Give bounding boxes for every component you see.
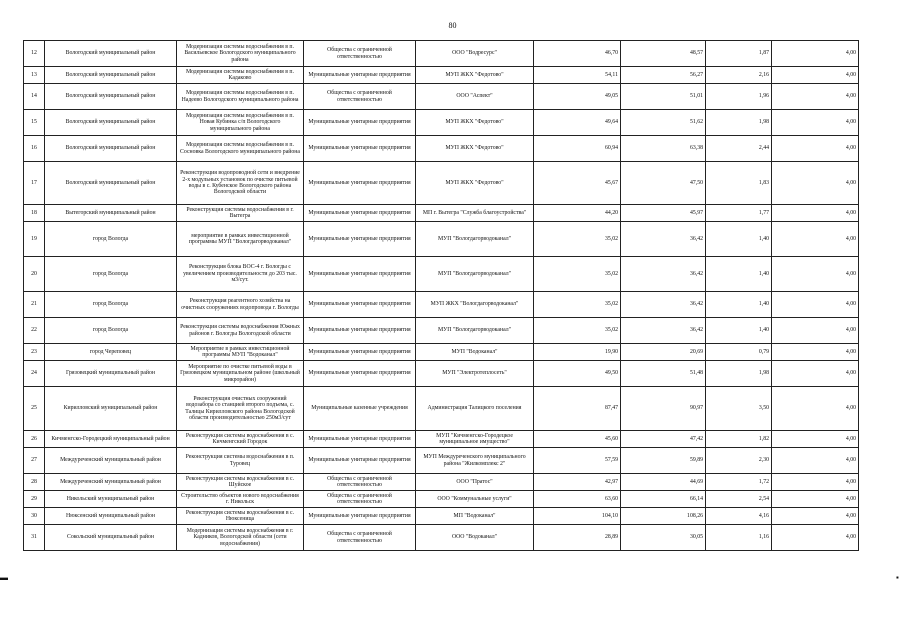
value-2-cell: 59,89 <box>621 448 706 474</box>
table-row <box>24 257 859 292</box>
value-3-cell: 2,16 <box>706 67 772 84</box>
district-cell: город Череповец <box>45 344 177 361</box>
value-1-cell: 49,64 <box>534 110 621 136</box>
value-2-cell: 36,42 <box>621 318 706 344</box>
project-cell: Модернизация системы водоснабжения в п. Кадаково <box>177 67 304 84</box>
row-number: 21 <box>24 292 45 318</box>
district-cell: Сокольский муниципальный район <box>45 525 177 551</box>
project-cell: Мероприятие в рамках инвестиционной программы МУП "Водоканал" <box>177 344 304 361</box>
value-2-cell: 51,01 <box>621 84 706 110</box>
table-row <box>24 162 859 205</box>
district-cell: Никольский муниципальный район <box>45 491 177 508</box>
project-cell: Реконструкция системы водоснабжения Южных районов г. Вологды Вологодской области <box>177 318 304 344</box>
project-cell: Реконструкция системы водоснабжения в п. Туровец <box>177 448 304 474</box>
value-4-cell: 4,00 <box>772 387 859 431</box>
value-4-cell: 4,00 <box>772 84 859 110</box>
organization-cell: МП "Водоканал" <box>416 508 534 525</box>
organization-cell: МУП "Вологдагорводоканал" <box>416 222 534 257</box>
value-1-cell: 42,97 <box>534 474 621 491</box>
table-row <box>24 431 859 448</box>
table-row <box>24 205 859 222</box>
project-cell: Реконструкция блока ВОС-4 г. Вологды с увеличением производительности до 203 тыс. м3/сут. <box>177 257 304 292</box>
district-cell: город Вологда <box>45 257 177 292</box>
project-cell: мероприятие в рамках инвестиционной программы МУП "Вологдагорводоканал" <box>177 222 304 257</box>
organization-cell: МУП "Электротеплосеть" <box>416 361 534 387</box>
value-3-cell: 1,40 <box>706 318 772 344</box>
value-4-cell: 4,00 <box>772 41 859 67</box>
project-cell: Реконструкция системы водоснабжения в с. Кичменгский Городок <box>177 431 304 448</box>
value-1-cell: 44,20 <box>534 205 621 222</box>
project-cell: Модернизация системы водоснабжения в п. Сосновка Вологодского муниципального района <box>177 136 304 162</box>
row-number: 20 <box>24 257 45 292</box>
value-2-cell: 30,05 <box>621 525 706 551</box>
value-1-cell: 49,05 <box>534 84 621 110</box>
value-1-cell: 19,90 <box>534 344 621 361</box>
company-type-cell: Муниципальные унитарные предприятия <box>304 67 416 84</box>
district-cell: город Вологда <box>45 318 177 344</box>
value-1-cell: 45,67 <box>534 162 621 205</box>
organization-cell: МУП Междуреченского муниципального района "Жилкомплекс 2" <box>416 448 534 474</box>
value-4-cell: 4,00 <box>772 474 859 491</box>
project-cell: Модернизация системы водоснабжения в п. Васильевское Вологодского муниципального района <box>177 41 304 67</box>
company-type-cell: Общества с ограниченной ответственностью <box>304 474 416 491</box>
table-row <box>24 448 859 474</box>
row-number: 19 <box>24 222 45 257</box>
value-3-cell: 2,30 <box>706 448 772 474</box>
organization-cell: ООО "Водоканал" <box>416 525 534 551</box>
value-4-cell: 4,00 <box>772 448 859 474</box>
value-3-cell: 1,98 <box>706 361 772 387</box>
value-3-cell: 1,40 <box>706 222 772 257</box>
company-type-cell: Муниципальные унитарные предприятия <box>304 162 416 205</box>
district-cell: Вологодский муниципальный район <box>45 110 177 136</box>
value-2-cell: 108,26 <box>621 508 706 525</box>
value-2-cell: 51,62 <box>621 110 706 136</box>
value-3-cell: 2,44 <box>706 136 772 162</box>
value-2-cell: 48,57 <box>621 41 706 67</box>
value-2-cell: 47,42 <box>621 431 706 448</box>
value-1-cell: 35,02 <box>534 222 621 257</box>
value-4-cell: 4,00 <box>772 162 859 205</box>
value-2-cell: 47,50 <box>621 162 706 205</box>
value-2-cell: 36,42 <box>621 257 706 292</box>
value-1-cell: 63,60 <box>534 491 621 508</box>
company-type-cell: Муниципальные унитарные предприятия <box>304 110 416 136</box>
value-3-cell: 1,16 <box>706 525 772 551</box>
table-row <box>24 508 859 525</box>
company-type-cell: Муниципальные унитарные предприятия <box>304 361 416 387</box>
value-2-cell: 51,48 <box>621 361 706 387</box>
company-type-cell: Муниципальные казенные учреждения <box>304 387 416 431</box>
project-cell: Модернизация системы водоснабжения в п. Новая Кубинка с/п Вологодского муниципального района <box>177 110 304 136</box>
table-row <box>24 292 859 318</box>
value-4-cell: 4,00 <box>772 222 859 257</box>
value-3-cell: 0,79 <box>706 344 772 361</box>
row-number: 26 <box>24 431 45 448</box>
organization-cell: МУП "Кичменгско-Городецкое муниципальное имущество" <box>416 431 534 448</box>
project-cell: Реконструкция системы водоснабжения в с. Нюксеница <box>177 508 304 525</box>
district-cell: город Вологда <box>45 292 177 318</box>
value-3-cell: 1,82 <box>706 431 772 448</box>
value-1-cell: 87,47 <box>534 387 621 431</box>
value-3-cell: 1,87 <box>706 41 772 67</box>
value-2-cell: 44,69 <box>621 474 706 491</box>
row-number: 15 <box>24 110 45 136</box>
row-number: 18 <box>24 205 45 222</box>
value-1-cell: 45,60 <box>534 431 621 448</box>
value-3-cell: 4,16 <box>706 508 772 525</box>
organization-cell: МУП "Вологдагорводоканал" <box>416 257 534 292</box>
row-number: 17 <box>24 162 45 205</box>
organization-cell: МУП ЖКХ "Федотово" <box>416 110 534 136</box>
row-number: 24 <box>24 361 45 387</box>
table-row <box>24 67 859 84</box>
table-row <box>24 41 859 67</box>
value-2-cell: 36,42 <box>621 292 706 318</box>
company-type-cell: Муниципальные унитарные предприятия <box>304 257 416 292</box>
company-type-cell: Муниципальные унитарные предприятия <box>304 318 416 344</box>
row-number: 23 <box>24 344 45 361</box>
company-type-cell: Муниципальные унитарные предприятия <box>304 508 416 525</box>
value-3-cell: 1,98 <box>706 110 772 136</box>
value-1-cell: 60,94 <box>534 136 621 162</box>
organization-cell: МУП ЖКХ "Федотово" <box>416 162 534 205</box>
value-3-cell: 2,54 <box>706 491 772 508</box>
value-4-cell: 4,00 <box>772 525 859 551</box>
value-3-cell: 1,77 <box>706 205 772 222</box>
value-2-cell: 45,97 <box>621 205 706 222</box>
table-row <box>24 136 859 162</box>
table-row <box>24 361 859 387</box>
project-cell: Модернизация системы водоснабжения в п. Надеево Вологодского муниципального района <box>177 84 304 110</box>
organization-cell: ООО "Водресурс" <box>416 41 534 67</box>
organization-cell: МУП "Вологдагорводоканал" <box>416 318 534 344</box>
district-cell: Вологодский муниципальный район <box>45 162 177 205</box>
project-cell: Реконструкция реагентного хозяйства на очистных сооружениях водопровода г. Вологды <box>177 292 304 318</box>
value-4-cell: 4,00 <box>772 257 859 292</box>
value-4-cell: 4,00 <box>772 431 859 448</box>
row-number: 25 <box>24 387 45 431</box>
organization-cell: ООО "Аспект" <box>416 84 534 110</box>
row-number: 16 <box>24 136 45 162</box>
organization-cell: ООО "Коммунальные услуги" <box>416 491 534 508</box>
table-row <box>24 318 859 344</box>
page-number: 80 <box>448 21 457 30</box>
left-margin-mark: ▬ <box>0 573 8 582</box>
tariff-table <box>23 40 859 551</box>
organization-cell: Администрация Талицкого поселения <box>416 387 534 431</box>
value-4-cell: 4,00 <box>772 205 859 222</box>
district-cell: Вологодский муниципальный район <box>45 41 177 67</box>
table-row <box>24 110 859 136</box>
table-row <box>24 491 859 508</box>
organization-cell: МУП "Водоканал" <box>416 344 534 361</box>
value-2-cell: 36,42 <box>621 222 706 257</box>
project-cell: Реконструкция системы водоснабжения в с. Шуйское <box>177 474 304 491</box>
project-cell: Модернизация системы водоснабжения в г. Кадников, Вологодской области (сети водоснабжения) <box>177 525 304 551</box>
district-cell: Нюксенский муниципальный район <box>45 508 177 525</box>
company-type-cell: Общества с ограниченной ответственностью <box>304 491 416 508</box>
value-4-cell: 4,00 <box>772 344 859 361</box>
value-3-cell: 3,50 <box>706 387 772 431</box>
value-4-cell: 4,00 <box>772 67 859 84</box>
organization-cell: МУП ЖКХ "Федотово" <box>416 136 534 162</box>
row-number: 29 <box>24 491 45 508</box>
table-row <box>24 525 859 551</box>
value-1-cell: 46,70 <box>534 41 621 67</box>
value-1-cell: 49,50 <box>534 361 621 387</box>
value-3-cell: 1,83 <box>706 162 772 205</box>
project-cell: Строительство объектов нового водоснабжения г. Никольск <box>177 491 304 508</box>
value-1-cell: 28,89 <box>534 525 621 551</box>
company-type-cell: Муниципальные унитарные предприятия <box>304 222 416 257</box>
row-number: 27 <box>24 448 45 474</box>
value-2-cell: 66,14 <box>621 491 706 508</box>
table-row <box>24 344 859 361</box>
organization-cell: ООО "Пратос" <box>416 474 534 491</box>
value-1-cell: 35,02 <box>534 257 621 292</box>
company-type-cell: Муниципальные унитарные предприятия <box>304 136 416 162</box>
district-cell: Вытегорский муниципальный район <box>45 205 177 222</box>
organization-cell: МУП ЖКХ "Вологдагорводоканал" <box>416 292 534 318</box>
value-3-cell: 1,72 <box>706 474 772 491</box>
company-type-cell: Муниципальные унитарные предприятия <box>304 205 416 222</box>
district-cell: Кирилловский муниципальный район <box>45 387 177 431</box>
organization-cell: МП г. Вытегра "Служба благоустройства" <box>416 205 534 222</box>
district-cell: Вологодский муниципальный район <box>45 67 177 84</box>
company-type-cell: Общества с ограниченной ответственностью <box>304 41 416 67</box>
company-type-cell: Общества с ограниченной ответственностью <box>304 525 416 551</box>
value-4-cell: 4,00 <box>772 136 859 162</box>
project-cell: Реконструкция водопроводной сети и внедрение 2-х модульных установок по очистке питьевой воды в с. Кубенское Вологодского района Вологодской области <box>177 162 304 205</box>
organization-cell: МУП ЖКХ "Федотово" <box>416 67 534 84</box>
company-type-cell: Муниципальные унитарные предприятия <box>304 448 416 474</box>
value-4-cell: 4,00 <box>772 292 859 318</box>
company-type-cell: Муниципальные унитарные предприятия <box>304 344 416 361</box>
value-4-cell: 4,00 <box>772 491 859 508</box>
row-number: 28 <box>24 474 45 491</box>
value-4-cell: 4,00 <box>772 318 859 344</box>
value-2-cell: 63,38 <box>621 136 706 162</box>
row-number: 13 <box>24 67 45 84</box>
company-type-cell: Общества с ограниченной ответственностью <box>304 84 416 110</box>
district-cell: Грязовецкий муниципальный район <box>45 361 177 387</box>
district-cell: город Вологда <box>45 222 177 257</box>
value-2-cell: 20,69 <box>621 344 706 361</box>
row-number: 31 <box>24 525 45 551</box>
table-row <box>24 387 859 431</box>
value-3-cell: 1,40 <box>706 292 772 318</box>
district-cell: Кичменгско-Городецкий муниципальный район <box>45 431 177 448</box>
row-number: 30 <box>24 508 45 525</box>
project-cell: Реконструкция системы водоснабжения в г. Вытегра <box>177 205 304 222</box>
company-type-cell: Муниципальные унитарные предприятия <box>304 292 416 318</box>
value-1-cell: 104,10 <box>534 508 621 525</box>
project-cell: Реконструкция очистных сооружений водозабора со станцией второго подъема, с. Талицы Кирилловского района Вологодской области производительностью 250м3/сут <box>177 387 304 431</box>
right-margin-mark: ▪ <box>896 573 899 582</box>
table-row <box>24 84 859 110</box>
district-cell: Междуреченский муниципальный район <box>45 448 177 474</box>
table-row <box>24 222 859 257</box>
district-cell: Вологодский муниципальный район <box>45 136 177 162</box>
value-2-cell: 56,27 <box>621 67 706 84</box>
value-2-cell: 90,97 <box>621 387 706 431</box>
row-number: 22 <box>24 318 45 344</box>
row-number: 12 <box>24 41 45 67</box>
value-1-cell: 57,59 <box>534 448 621 474</box>
project-cell: Мероприятие по очистке питьевой воды в Грязовецком муниципальном районе (школьный микрорайон) <box>177 361 304 387</box>
value-1-cell: 35,02 <box>534 292 621 318</box>
value-4-cell: 4,00 <box>772 508 859 525</box>
value-4-cell: 4,00 <box>772 361 859 387</box>
district-cell: Междуреченский муниципальный район <box>45 474 177 491</box>
company-type-cell: Муниципальные унитарные предприятия <box>304 431 416 448</box>
district-cell: Вологодский муниципальный район <box>45 84 177 110</box>
value-3-cell: 1,96 <box>706 84 772 110</box>
table-row <box>24 474 859 491</box>
row-number: 14 <box>24 84 45 110</box>
value-1-cell: 54,11 <box>534 67 621 84</box>
value-4-cell: 4,00 <box>772 110 859 136</box>
value-3-cell: 1,40 <box>706 257 772 292</box>
value-1-cell: 35,02 <box>534 318 621 344</box>
